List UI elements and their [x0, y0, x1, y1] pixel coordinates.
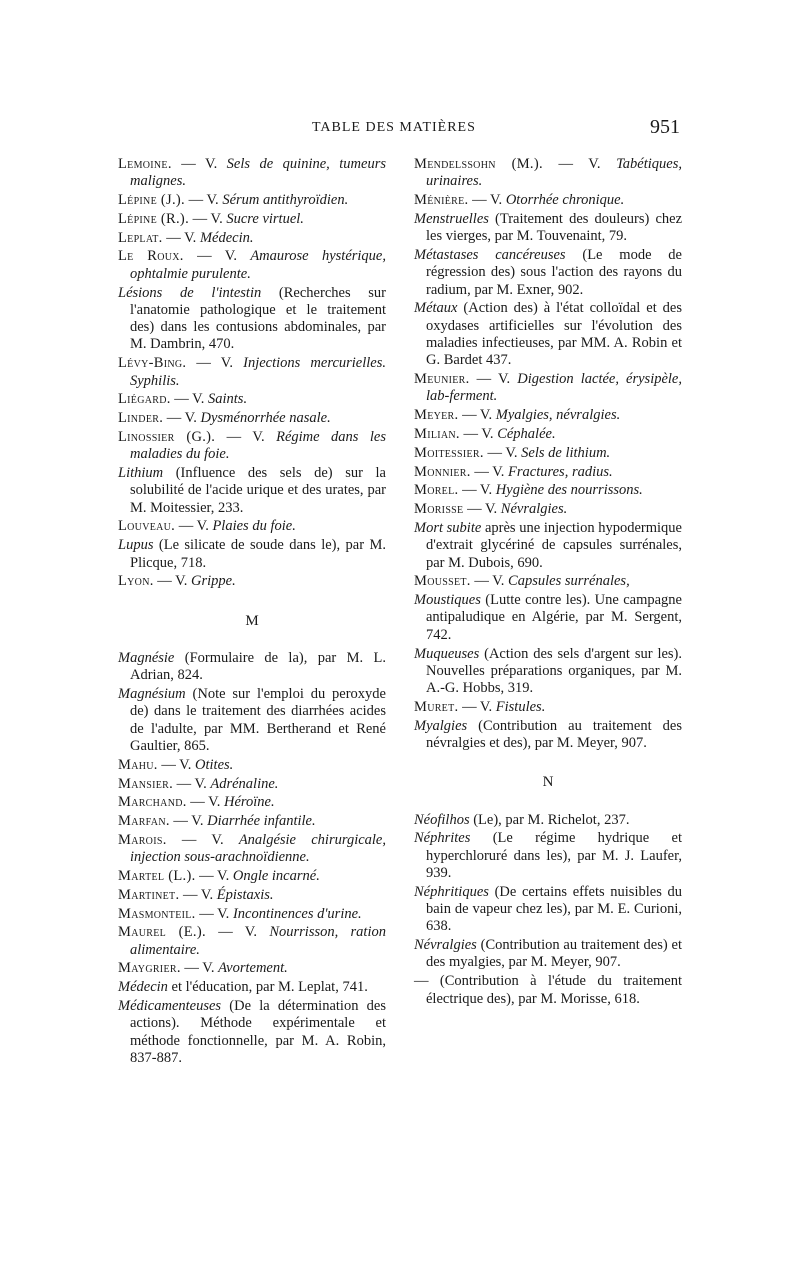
entry-text: (De la détermination des actions). Méthode expérimentale et méthode fonctionnelle, par M. A. Robin, 837-887. — [130, 998, 386, 1066]
entry-heading: Morel. — [414, 482, 459, 499]
entry-reference: Analgésie chirurgicale, injection sous-arachnoïdienne. — [130, 831, 386, 866]
index-entry — [118, 518, 386, 535]
section-letter-m: M — [245, 612, 259, 629]
entry-reference: Avortement. — [218, 960, 288, 977]
entry-text: — V. — [459, 425, 498, 442]
entry-text: (Le), par M. Richelot, 237. — [469, 811, 630, 828]
index-entry — [414, 973, 682, 1008]
section-letter-n: N — [542, 774, 554, 791]
entry-reference: Régime dans les maladies du foie. — [130, 428, 387, 463]
entry-reference: Saints. — [208, 391, 248, 408]
index-entry — [414, 247, 682, 299]
entry-heading: Lésions de l'intestin — [118, 284, 262, 301]
entry-heading: Magnésium — [118, 686, 186, 703]
entry-text: (Influence des sels de) sur la solubilité de l'acide urique et des urates, par M. Moitessier, 233. — [130, 465, 386, 516]
index-entry — [414, 937, 682, 972]
entry-text: (Contribution au traitement des névralgies et des), par M. Meyer, 907. — [426, 717, 682, 751]
entry-text: (Note sur l'emploi du peroxyde de) dans le traitement des diarrhées acides de l'adulte, par MM. Bertherand et René Gaultier, 865. — [130, 686, 386, 754]
entry-heading: Meyer. — [414, 407, 459, 424]
entry-heading: Marois. — [118, 831, 167, 848]
entry-heading: Mahu. — [118, 756, 158, 773]
index-entry — [414, 300, 682, 369]
entry-heading: Linder. — [118, 410, 164, 427]
entry-text: — V. — [468, 192, 506, 209]
entry-text: (Contribution au traitement des) et des myalgies, par M. Meyer, 907. — [426, 937, 682, 971]
index-entry — [118, 429, 386, 464]
entry-text: — V. — [186, 355, 244, 372]
entry-heading: Leplat. — [118, 229, 163, 246]
index-entry — [414, 718, 682, 753]
index-entry — [414, 501, 682, 518]
entry-heading: Ménière. — [414, 192, 469, 209]
entry-text: (Le régime hydrique et hyperchloruré dans les), par M. J. Laufer, 939. — [426, 830, 682, 881]
entry-heading: Myalgies — [414, 717, 468, 734]
entry-heading: Néphritiques — [414, 883, 489, 900]
entry-reference: Fractures, radius. — [508, 463, 613, 480]
entry-heading: Marfan. — [118, 813, 170, 830]
index-entry — [118, 211, 386, 228]
entry-heading: Le Roux. — [118, 248, 184, 265]
entry-text: — V. — [180, 960, 219, 977]
entry-heading: Marchand. — [118, 794, 187, 811]
entry-text: — V. — [153, 573, 191, 590]
index-entry — [118, 686, 386, 755]
index-entry — [118, 868, 386, 885]
entry-reference: Sucre virtuel. — [226, 210, 304, 227]
entry-text: après une injection hypodermique d'extrait glycériné de capsules surrénales, par M. Dubois, 690. — [426, 519, 682, 571]
entry-reference: Grippe. — [191, 573, 236, 590]
index-entry — [414, 812, 682, 829]
index-entry — [414, 407, 682, 424]
entry-text: — V. — [458, 407, 496, 424]
entry-text: — V. — [175, 518, 213, 535]
entry-heading: Lépine (J.). — [118, 192, 185, 209]
entry-heading: Lemoine. — [118, 156, 172, 172]
index-entry — [118, 192, 386, 209]
entry-heading: Néofilhos — [414, 811, 470, 828]
entry-reference: Injections mercurielles. Syphilis. — [130, 355, 387, 389]
index-entry — [414, 520, 682, 572]
entry-text: — V. — [469, 371, 518, 388]
entry-reference: Ongle incarné. — [232, 867, 320, 884]
right-column — [414, 156, 682, 1009]
entry-text: — V. — [186, 794, 225, 811]
entries-m-left — [118, 650, 386, 1067]
entry-text: — V. — [470, 573, 509, 590]
entry-heading: Meunier. — [414, 371, 470, 388]
index-entry — [414, 646, 682, 698]
index-entry — [118, 285, 386, 354]
entry-heading: — — [414, 973, 429, 990]
entry-text: — V. — [171, 156, 227, 172]
index-entry — [118, 998, 386, 1067]
entry-heading: Moustiques — [414, 592, 481, 609]
entry-heading: Magnésie — [118, 649, 175, 666]
entry-text: (Traitement des douleurs) chez les vierges, par M. Touvenaint, 79. — [426, 210, 682, 245]
entry-heading: Muqueuses — [414, 645, 480, 662]
index-entry — [118, 979, 386, 996]
index-entry — [118, 794, 386, 811]
entry-reference: Digestion lactée, érysipèle, lab-ferment. — [426, 371, 682, 405]
index-entry — [118, 248, 386, 283]
entry-text: (Le silicate de soude dans le), par M. Plicque, 718. — [130, 537, 386, 571]
entry-text: — V. — [163, 410, 201, 427]
entry-text: — V. — [195, 867, 233, 884]
entry-heading: Louveau. — [118, 518, 176, 535]
entry-text: — V. — [184, 192, 223, 209]
index-entry — [118, 650, 386, 685]
index-entry — [414, 211, 682, 246]
entry-reference: Nourrisson, ration alimentaire. — [130, 924, 386, 958]
entry-text: — V. — [463, 501, 501, 518]
index-entry — [118, 813, 386, 830]
entry-heading: Lupus — [118, 537, 154, 554]
entry-text: — V. — [189, 210, 227, 227]
entry-reference: Myalgies, névralgies. — [495, 407, 621, 424]
entry-text: (Recherches sur l'anatomie pathologique et le traitement des) dans les contusions abdominales, par M. Dambrin, 470. — [130, 284, 387, 353]
entry-heading: Masmonteil. — [118, 905, 196, 922]
entry-heading: Néphrites — [414, 830, 471, 847]
entry-heading: Névralgies — [414, 937, 477, 954]
entry-reference: Otites. — [195, 756, 234, 773]
index-entry — [414, 884, 682, 936]
entry-text: — V. — [205, 924, 270, 941]
entry-text: (Action des) à l'état colloïdal et des oxydases artificielles sur l'évolution des maladies infectieuses, par MM. A. Robin et G. Bardet 437. — [426, 300, 682, 369]
entry-heading: Médicamenteuses — [118, 998, 222, 1015]
index-entry — [118, 230, 386, 247]
running-title: TABLE DES MATIÈRES — [312, 120, 476, 135]
entries-m-right — [414, 156, 682, 752]
entry-text: — V. — [458, 698, 496, 715]
left-column — [118, 156, 386, 1069]
entry-text: — V. — [195, 905, 233, 922]
entry-text: (Contribution à l'étude du traitement électrique des), par M. Morisse, 618. — [426, 973, 682, 1007]
entry-reference: Plaies du foie. — [212, 518, 296, 535]
entry-heading: Monnier. — [414, 463, 471, 480]
index-entry — [118, 906, 386, 923]
entry-text: — V. — [215, 428, 277, 445]
entry-heading: Menstruelles — [414, 210, 489, 227]
entry-text: — V. — [470, 463, 509, 480]
index-entry — [414, 464, 682, 481]
entry-reference: Médecin. — [199, 229, 254, 246]
entry-heading: Métastases cancéreuses — [414, 246, 566, 263]
entries-l — [118, 156, 386, 591]
entry-text: — V. — [483, 444, 522, 461]
entry-heading: Métaux — [414, 300, 458, 317]
entry-text: — V. — [542, 156, 617, 172]
entry-text: — V. — [157, 756, 196, 773]
index-entry — [414, 371, 682, 406]
entry-text: (De certains effets nuisibles du bain de vapeur chez les), par M. E. Curioni, 638. — [426, 883, 682, 935]
index-entry — [414, 699, 682, 716]
entry-heading: Lévy-Bing. — [118, 355, 187, 372]
index-entry — [414, 592, 682, 644]
entry-text: (Le mode de régression des) sous l'action des rayons du radium, par M. Exner, 902. — [426, 246, 682, 298]
index-entry — [414, 156, 682, 191]
index-entry — [414, 830, 682, 882]
entry-heading: Lithium — [118, 465, 164, 482]
entry-reference: Capsules surrénales, — [508, 573, 630, 590]
entry-text: (Lutte contre les). Une campagne antipaludique en Algérie, par M. Sergent, 742. — [426, 592, 682, 643]
entry-reference: Sels de lithium. — [521, 444, 611, 461]
index-entry — [118, 573, 386, 590]
entry-text: — V. — [458, 482, 496, 499]
entry-heading: Maurel (E.). — [118, 924, 206, 941]
entry-heading: Mansier. — [118, 775, 174, 792]
index-entry — [414, 192, 682, 209]
index-entry — [118, 465, 386, 517]
index-entry — [118, 887, 386, 904]
entry-reference: Hygiène des nourrissons. — [495, 482, 643, 499]
index-entry — [414, 445, 682, 462]
index-entry — [118, 924, 386, 959]
index-entry — [118, 960, 386, 977]
entry-reference: Sérum antithyroïdien. — [222, 192, 349, 209]
entry-text: — V. — [166, 831, 239, 848]
index-entry — [118, 391, 386, 408]
page-header — [118, 118, 680, 142]
entry-heading: Liégard. — [118, 391, 171, 408]
entry-reference: Épistaxis. — [216, 886, 274, 903]
index-entry — [118, 355, 386, 390]
page-number: 951 — [650, 116, 680, 138]
index-entry — [118, 410, 386, 427]
entry-reference: Fistules. — [495, 698, 546, 715]
entry-text: — V. — [169, 813, 208, 830]
entry-heading: Muret. — [414, 698, 459, 715]
entry-reference: Héroïne. — [224, 794, 275, 811]
entry-text: — V. — [173, 775, 211, 792]
entry-reference: Diarrhée infantile. — [207, 813, 316, 830]
entry-heading: Moitessier. — [414, 444, 484, 461]
entry-reference: Névralgies. — [500, 501, 568, 518]
entry-text: — V. — [179, 886, 217, 903]
entry-reference: Amaurose hystérique, ophtalmie purulente. — [130, 248, 386, 282]
entry-text: — V. — [162, 229, 200, 246]
entry-reference: Tabétiques, urinaires. — [426, 156, 683, 190]
index-entry — [414, 426, 682, 443]
entries-n — [414, 812, 682, 1008]
entry-text: (Action des sels d'argent sur les). Nouvelles préparations organiques, par M. A.-G. Hobbs, 319. — [426, 645, 682, 697]
entry-heading: Médecin — [118, 979, 168, 996]
entry-reference: Incontinences d'urine. — [232, 905, 362, 922]
entry-heading: Martel (L.). — [118, 867, 196, 884]
entry-text: (Formulaire de la), par M. L. Adrian, 824. — [130, 649, 386, 684]
entry-heading: Mort subite — [414, 519, 482, 536]
entry-text: — V. — [170, 391, 208, 408]
entry-text: — V. — [183, 248, 251, 265]
entry-reference: Céphalée. — [497, 425, 556, 442]
index-entry — [118, 537, 386, 572]
entry-reference: Dysménorrhée nasale. — [200, 410, 331, 427]
index-entry — [118, 832, 386, 867]
entry-heading: Lépine (R.). — [118, 210, 189, 227]
entry-reference: Adrénaline. — [210, 775, 279, 792]
entry-reference: Otorrhée chronique. — [505, 192, 625, 209]
entry-heading: Mendelssohn (M.). — [414, 156, 543, 172]
entry-heading: Mousset. — [414, 573, 471, 590]
entry-heading: Morisse — [414, 501, 464, 518]
index-entry — [414, 573, 682, 590]
entry-heading: Linossier (G.). — [118, 428, 216, 445]
index-entry — [414, 482, 682, 499]
entry-heading: Maygrier. — [118, 960, 181, 977]
index-entry — [118, 156, 386, 191]
entry-heading: Lyon. — [118, 573, 154, 590]
entry-reference: Sels de quinine, tumeurs malignes. — [130, 156, 386, 190]
entry-heading: Martinet. — [118, 886, 180, 903]
entry-heading: Milian. — [414, 425, 460, 442]
entry-text: et l'éducation, par M. Leplat, 741. — [167, 979, 368, 996]
index-entry — [118, 776, 386, 793]
index-entry — [118, 757, 386, 774]
